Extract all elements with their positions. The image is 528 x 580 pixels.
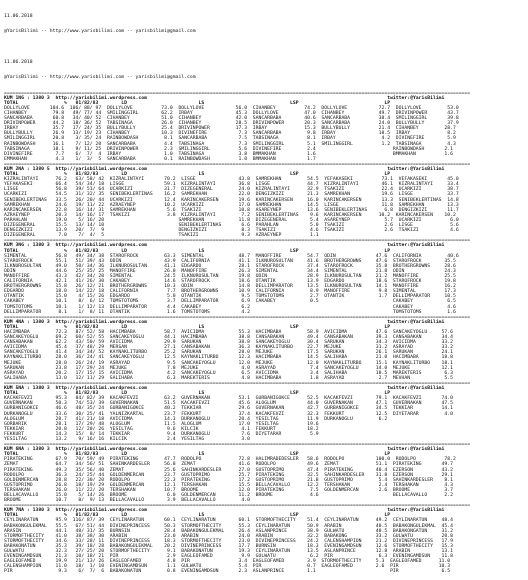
table-row: ARASIN 44.1 48/ 31/ 35 BURNSIN 28.4 BABAKONGULEKMAL 26.4 ASLANPRINCE 38.9 GULWATU 40.5 BABAKONGATUN 31.2 — [4, 528, 453, 534]
table-row: DOLLYLOVE 104.6 106/ 88/ 97 DOLLYLOVE 73.0 DOLLYLOVE 56.0 CIHANBEY 74.2 DOLLYLOVE 72.7 DOLLYLOVE 53.0 — [4, 105, 459, 111]
header-site-line-repeat: @YarisBilimi -- http://www.yarisbilimi.com -- yarisbilimi@gmail.com — [4, 75, 196, 81]
table-row: EDGARDO 18.0 14/ 22/ 18 CALIFORNIA 7.7 BROTHERGROWNS 10.9 CALIFORNIA 8.9 MANOFFIRE 9.8 SIMENTAL 17.3 — [4, 289, 456, 295]
separator-line: =================================================================================================================================================================== — [4, 161, 471, 167]
table-row: DIVINEFIRE 7.7 6/ 7/ 4 IRBAY 1.0 TABSINAGA 3.8 BMMAKHAN 1.6 BMMAKHAN 1.6 — [4, 151, 453, 157]
table-row: PIRATEKING 49.3 35/ 56/ 40 ZEMAT 25.6 SAHINKARDESLER 27.0 GUSTOPRIMO 47.4 PIRATEKING 40.4 EZERSON 43.2 — [4, 467, 453, 473]
table-row: OTANTIK 15.0 4/ 15/ 26 EDGARDO 5.0 OTANTIK 9.5 TOMSTOTOMS 2.7 OTANTIK 1.7 DELLIMPARATOR 10.5 — [4, 294, 456, 300]
table-row: AZRAEYNEP 20.3 14/ 16/ 17 TSAKIZI 3.8 KIZRALINTAYI 7.2 SENIBEKLERTINAS 9.6 KARINCAKERSEN 10.2 KARINCAKERSEN 10.2 — [4, 212, 456, 218]
table-row: RODOLPO 36.3 24/ 25/ 44 GOLDENMERCAN 23.7 GUSTOPRIMO 25.7 PIRATEKING 32.5 SAHINKARDESLER 31.8 EZERSON 29.1 — [4, 472, 453, 478]
table-row: UCARKIZI 54.5 31/ 32/ 35 SENIBEKLERTINAS 16.2 SAMREKHAN 22.0 DENGIZKIZI 21.3 SAMREKHAN 19.6 LISGE 33.7 — [4, 192, 459, 198]
table-header-line: TOTAL % 81/82/83 LD LS LSP LP — [4, 513, 391, 519]
table-row: DIZEGENERAL 7.0 7/ 4/ 5 TSAKIZI 9.3 AZRAEYNEP 1.1 — [4, 233, 319, 239]
table-row: TEKKIAR 20.8 12/ 20/ 26 YESILTAG 9.6 KILCIK 4.1 FEKKURT 18.2 — [4, 426, 319, 432]
table-row: GORBARIK 28.1 17/ 29/ 48 ALOGLUM 11.5 ALOGLUM 17.0 YESILTAG 19.6 — [4, 421, 319, 427]
table-row: IRBAY 35.7 17/ 24/ 35 BULLYBULLY 25.4 DRIVINPOWER 17.3 IRBAY 15.3 BULLYBULLY 21.4 CIHANBEY 28.7 — [4, 126, 456, 132]
table-row: PIR 9.3 6/ 7/ 6 BABAKONATUN 0.8 EVENINGAMDSUN 2.3 ASLANPRINCE 1.1 PIR 6.5 — [4, 569, 451, 575]
table-row: RAINBOWDASH 16.1 7/ 12/ 20 SANCARBABA 4.4 TABSINAGA 7.3 SMILINGGIRL 5.1 SMILINGGIRL 1.2 TABSINAGA 4.3 — [4, 141, 456, 147]
table-row: EVENINGAMDSUN 21.3 10/ 18/ 21 PIR 2.9 EAGLEOFAMED 9.9 GULWATU 6.2 PIR 6.3 EVENINGAMDSUN 11.8 — [4, 554, 453, 560]
table-row: DELLIMPARATOR 8.1 1/ 8/ 11 OTANTIK 1.6 TOMSTOTOMS 4.2 TOMSTOTOMS 1.6 — [4, 309, 456, 315]
table-row: SARUKAN 23.8 17/ 29/ 24 MEJUKE 7.8 MEJUKE 4.0 ASRAYAD 7.4 SANCAKEYOGLU 14.0 MEJUKE 12.1 — [4, 365, 453, 371]
table-row: GULWATU 32.3 27/ 25/ 20 STORMOFTHECITY 9.1 BABAKONATUN 19.3 CEYLINARATUN 13.5 ASLANPRINCE 12.8 ARABIN 13.1 — [4, 549, 453, 555]
table-row: ASRAYAD 20.2 17/ 15/ 15 AVICIDMA 4.2 SANCAKEYOGLU 6.5 AVICIDMA 3.4 SALIHABA 10.5 MAREKTERIS 6.3 — [4, 370, 453, 376]
race-title-line: KUM 6NA : 1380 3 http://yarisbilimi.wordpress.com twitter:@YarisBilimi — [4, 447, 445, 453]
table-row: DURKANOGLU 33.6 30/ 25/ 41 YALNIZKARTAL 23.7 FEKKURT 37.4 KACAKFEVZI 32.3 FEKKURT 12.5 DIYETARAR 4.0 — [4, 411, 453, 417]
table-row: STAROFROCK 55.1 51/ 39/ 43 ODIN 43.9 CALIFORNIA 41.1 ILKNUROSULTAN 41.6 BROTHERGROWNS 47.6 STAROFROCK 35.5 — [4, 258, 456, 264]
table-row: KACAKFEVZI 95.3 84/ 82/ 39 KACAKFEVZI 63.2 GUVERNAKAN 53.1 GURBANIGOKCE 52.5 KACAKFEVZI 79.1 KACAKFEVZI 74.0 — [4, 396, 453, 402]
table-row: TOMSTOTOMS 10.1 1/ 12/ 13 DELLIMPARATOR 4.4 CAKABEY 6.2 CAKABEY 4.6 — [4, 304, 456, 310]
header-site-line: @YarisBilimi -- http://www.yarisbilimi.com -- yarisbilimi@gmail.com — [4, 29, 196, 35]
table-row: ODIN 44.6 25/ 35/ 25 MANOFFIRE 26.0 MANOFFIRE 26.3 SIMENTAL 34.4 SIMENTAL 21.8 ODIN 24.3 — [4, 268, 456, 274]
table-row: SANCAKEYOGLU 41.4 34/ 34/ 52 KAYNAKLITURBO 25.2 SARUKAN 28.0 MEJUKE 17.5 SARUKAN 26.1 SARUKAN 24.1 — [4, 350, 453, 356]
table-row: BULLYBULLY 26.9 13/ 19/ 23 CIHANBEY 10.3 DIVINEFIRE 7.3 SANCARBABA 9.8 IRBAY 10.5 IRBAY 8.2 — [4, 131, 456, 137]
table-row: DRIVINPOWER 44.2 18/ 36/ 52 TABSINAGA 26.0 CIHANBEY 28.5 DRIVINPOWER 20.3 SANCARBABA 24.0 BULLYBULLY 37.9 — [4, 121, 459, 127]
table-row: SENIBEKLERTINAS 33.5 26/ 20/ 44 UCARKIZI 12.4 KARINCAKERSEN 19.6 KARINCAKERSEN 16.0 KARINCAKERSEN 13.3 SENIBEKLERTINAS 14.8 — [4, 197, 459, 203]
separator-line: =================================================================================================================================================================== — [4, 503, 471, 509]
table-row: AVICIDMA 45.4 37/ 48/ 29 MERSAN 27.1 CANSABAKAN 36.3 KAYNAKLITURBO 22.7 MEJUKE 31.2 ASRAYAD 33.2 — [4, 345, 453, 351]
table-row: STORMOFTHECITY 34.6 33/ 28/ 11 DIVINEPRINCESS 18.3 STORMOFTHECITY 23.0 DIVINEPRINCESS 24.2 CALENSHAMPION 21.2 DIVINEPRINCESS 17.9 — [4, 538, 453, 544]
table-row: PARAHLAN 19.0 5/ 16/ 20 SAMREKHAN 11.8 DIZEGENERAL 5.4 ASAREYNEP 5.7 UCARKIZI 6.0 — [4, 217, 459, 223]
table-row: YESILTAG 13.2 9/ 16/ 16 KILCIK 2.4 YESILTAG 3.0 — [4, 436, 250, 442]
table-row: CAKABEY 10.1 8/ 6/ 12 TOMSTOTOMS 3.7 DELLIMPARATOR 6.9 CAKABEY 0.5 CAKABEY 6.5 — [4, 299, 456, 305]
table-row: ILKNUROSULTAN 49.0 50/ 34/ 36 ILKNUROSULTAN 41.1 EDGARDO 28.1 STAROFROCK 37.4 STAROFROCK 35.8 BROTHERGROWNS 28.6 — [4, 263, 456, 269]
table-row: GOLDENMERCAN 28.8 22/ 30/ 20 RODOLPO 22.3 PIRATEKING 17.2 GUSTOPRIMO 21.8 GUSTOPRIMO 5.4 SAHINKARDESLER 8.1 — [4, 477, 453, 483]
table-row: MEJUKE 28.0 26/ 24/ 19 ASRAYAD 9.5 SANCAKEYOGLU 12.0 MEJUKE 12.0 KAYNAKLITURBO 15.1 KAYNAKLITURBO 18.1 — [4, 360, 453, 366]
race-title-line: KUM 2NA : 1380 5 http://yarisbilimi.wordpress.com twitter:@YarisBilimi — [4, 167, 445, 172]
table-row: YEFAKASEKI 66.4 54/ 34/ 18 LISGE 59.1 KIZRALINTAYI 36.8 LISGE 44.7 KIZRALINTAYI 46.1 KIZRALINTAYI 33.4 — [4, 182, 459, 188]
separator-line: =================================================================================================================================================================== — [4, 314, 471, 320]
table-header-line: TOTAL % 81/82/83 LD LS LSP LP — [4, 324, 391, 330]
table-row: CALENSHAMPION 11.0 18/ 1/ 10 EVENINGAMDSUN 1.1 GULWATU 5.4 PIR 0.7 EAGLEOFAMED 2.6 PIR 10.3 — [4, 564, 451, 570]
table-row: SALIHABA 13.0 12/ 11/ 29 SALIHABA 6.3 MAREKTERIS 4.8 HACIMBABA 1.8 ASRAYAD 2.7 MEVHAN 5.5 — [4, 375, 453, 381]
table-row: MANOFFIRE 43.3 42/ 34/ 20 SIMENTAL 24.5 ILKNUROSULTAN 19.8 ODIN 28.9 ILKNUROSULTAN 21.2 MANOFFIRE 25.5 — [4, 273, 456, 279]
table-row: KIZRALINTAYI 76.2 63/ 58/ 42 KIZRALINTAYI 70.2 LISGE 43.8 SAMREKHAN 54.5 YEFAKASEKI 73.1 VEFAKASEKI 45.0 — [4, 177, 459, 183]
table-row: BABAKONATUN 35.3 39/ 18/ 28 BABAKONGULEKMAL 20.2 DIVINEPRINCESS 17.7 BURNSIN 18.3 EVENINGAMDSUN 12.6 STORMOFTHECITY 15.3 — [4, 543, 453, 549]
table-row: BELLACAVALLO 15.0 5/ 14/ 26 BROOME 6.0 GOLDENMERCAN 11.2 BROOME 4.6 BELLACAVALLO 2.2 — [4, 493, 453, 498]
table-row: CEYLINARATUN 95.9 116/ 87/ 39 CEYLINARATUN 60.1 CEYLINARATUN 60.1 STORMOFTHECITY 51.4 CEYLINARATUN 49.2 CEYLINARATUN 48.4 — [4, 518, 453, 524]
race-title-line: KUM 7NA : 1380 3 http://yarisbilimi.wordpress.com twitter:@YarisBilimi — [4, 508, 445, 514]
table-row: EMMAKHAN 4.3 1/ 3/ 5 SANCARBABA 0.1 RAINBOWDASH 1.0 BMMAKHAN 1.7 — [4, 156, 316, 162]
spacer — [4, 45, 524, 50]
table-row: CANSABAKAN 62.2 43/ 50/ 59 AVICIDMA 29.9 SARUKAN 38.8 SANCAKEYOGLU 30.4 SARUKAN 34.3 AVICIDMA 33.2 — [4, 340, 453, 346]
header-date: 11.06.2018 — [4, 14, 33, 20]
table-row: DENGIZKIZI 13.9 20/ 7/ 9 DENGIZKIZI 8.3 TSAKIZI 4.6 TSAKIZI 2.6 TSAKIZI 4.6 — [4, 228, 459, 234]
race-title-line: KUM 4NA : 1380 3 http://yarisbilimi.wordpress.com twitter:@YarisBilimi — [4, 319, 445, 325]
table-header-line: TOTAL % 81/82/83 LD LS LSP LP — [4, 100, 391, 106]
table-row: TABSINAGA 18.1 9/ 11/ 25 DRIVINPOWER 2.3 SMILINGGIRL 5.6 DIVINEFIRE 2.4 RAINBOWDASH 2.1 — [4, 146, 453, 152]
table-row: BABAKONGULEKMAL 55.5 67/ 51/ 44 DIVINEPRINCESS 50.3 STORMOFTHECITY 55.3 CEYLINARATUN 50.9 ARABIN 40.5 BABAKONGULEKMAL 45.4 — [4, 523, 453, 529]
table-row: GURBANIGOKCE 46.6 48/ 35/ 24 GURBANIGOKCE 40.2 TEKKIAR 29.6 GUVERNAKAN 42.7 GURBANIGOKCE 34.5 TEKKIAR 14.1 — [4, 406, 453, 412]
race-tables — [4, 91, 524, 575]
table-row: CALIFORNIA 42.1 41/ 26/ 30 CAKABEY 14.6 STAROFROCK 18.6 OTANTIK 13.9 EDGARDO 18.6 STAROFROCK 19.8 — [4, 279, 456, 285]
table-row: SAMREKHAN 24.6 19/ 11/ 22 AZRAEYNEP 10.2 UCARKIZI 17.0 SAMREKHAN 14.5 LISGE 11.8 SAMREKHAN 13.3 — [4, 202, 459, 208]
table-row: STORMOFTHECITY 41.0 38/ 38/ 30 ARABIN 23.0 ARABIN 24.0 ARABIN 32.2 BABAKONG 33.2 GULWATU 20.8 — [4, 533, 453, 539]
table-row: FEKKURT 14.3 15/ 8/ 14 TEKKIAR 9.4 DURKANOGLU 7.6 DIYETARAR 5.9 — [4, 431, 319, 437]
header-date-repeat: 11.06.2018 — [4, 60, 33, 66]
table-row: GUVERNAKAN 50.3 74/ 53/ 39 GUVERNAKAN 51.5 KACAKFEVZI 45.6 ALOGLUM 44.0 GUVERNAKAN 47.1 GUVERNAKAN 47.5 — [4, 401, 453, 407]
table-row: SIMENTAL 56.8 49/ 34/ 38 STAROFROCK 63.3 SIMENTAL 48.7 MANOFFIRE 54.7 ODIN 47.6 CALIFORNIA 40.6 — [4, 253, 459, 259]
table-row: SANCARBABA 60.8 34/ 40/ 52 CIHANBEY 51.0 CIHANBEY 42.0 SANCARBABA 40.6 SANCARBABA 38.4 SMILINGGIRL 39.8 — [4, 116, 459, 122]
separator-line: =================================================================================================================================================================== — [4, 238, 471, 244]
table-row: DIZEGENERAL 15.5 13/ 14/ 10 SENIBEKLERTINAS 6.6 PARAHLAN 5.0 TSAKIZI 2.6 LISGE 5.6 — [4, 223, 459, 229]
table-row: SANCAKEYOGLU 69.2 60/ 52/ 55 SANCAKEYOGLU 44.1 HACIMBABA 38.8 CANSABAKAN 49.4 CANSABAKAN 39.3 CANSABAKAN 34.4 — [4, 335, 453, 341]
table-row: BROTHERGROWNS 15.8 26/ 12/ 21 BROTHERGROWNS 10.3 ODIN 14.8 DELLIMPARATOR 13.5 ILKNUROSULTAN 14.1 MANOFFIRE 16.2 — [4, 284, 456, 290]
table-row: HACIMBABA 72.3 87/ 52/ 58 HACIMBABA 58.7 AVICIDMA 55.3 HACIMBABA 58.9 AVICIDMA 47.6 SANCAKEYOGLU 57.6 — [4, 330, 453, 335]
separator-line: =================================================================================================================================================================== — [4, 380, 471, 386]
separator-line: =================================================================================================================================================================== — [4, 442, 471, 448]
separator-line: =================================================================================================================================================================== — [4, 90, 471, 96]
table-row: GUSTOPRIMO 26.8 18/ 19/ 29 GOLDENMERCAN 12.1 TERSHAKAN 15.5 BELLACAVALLO 12.2 TERSHAKAN 2.4 TERSHAKAN 4.3 — [4, 482, 453, 488]
table-header-line: TOTAL % 81/82/83 LD LS LSP LP — [4, 172, 391, 178]
table-row: KAYNAKLITURBO 28.0 36/ 24/ 41 SANCAKEYOGLU 12.5 KAYNAKLITURBO 12.3 HACIMBABA 14.5 SALIHABA 21.0 HACIMBABA 18.8 — [4, 355, 453, 361]
table-row: CIHANBEY 79.8 49/ 77/ 44 SMILINGGIRL 62.2 IRBAY 45.3 DOLLYLOVE 47.0 CIHANBEY 49.7 DRIVINPOWER 43.7 — [4, 110, 459, 116]
table-row: ALOGLUM 28.7 41/ 21/ 18 AVICIDMA 14.3 DURKANOGLU 20.4 YESILTAG 11.9 DURKANOGLU 6.2 — [4, 416, 388, 422]
table-row: EAGLEOFAMED 19.9 21/ 13/ 26 EAGLEOFAMED 4.8 PIR 3.4 EAGLEOFAMED 3.9 STORMOFTHECITY 5.3 EAGLEOFAMED 11.0 — [4, 559, 451, 565]
table-row: PIRATEKING 67.9 70/ 59/ 49 PIRATEKING 47.7 RODOLPO 72.8 HALIMRADEDESLER 58.6 RODOLPO 100.0 RODOLPO 78.2 — [4, 457, 456, 463]
table-header-line: TOTAL % 81/82/83 LD LS LSP LP — [4, 452, 391, 458]
table-row: LISGE 56.8 39/ 51/ 64 UCARKIZI 31.7 DIZEGENERAL 24.0 KIZRALINTAYI 32.9 TSAKIZI 22.4 UCARKIZI 38.7 — [4, 187, 459, 193]
table-row: ZEMAT 64.7 34/ 56/ 51 SAHINKARDESLER 56.8 ZEMAT 41.6 RODOLPO 49.6 ZEMAT 51.1 PIRATEKING 49.7 — [4, 462, 453, 468]
table-row: KARINCAKERSEN 22.8 16/ 14/ 31 SAMREKHAN 5.6 TSAKIZI 10.8 ASAREYNEP 13.6 SENIBEKLERTINAS 6.8 DENGIZKIZI 11.7 — [4, 207, 459, 213]
table-header-line: TOTAL % 81/82/83 LD LS LSP LP — [4, 248, 391, 254]
document-page — [4, 4, 524, 575]
race-title-line: KUM 1NG : 1380 3 http://yarisbilimi.wordpress.com twitter:@YarisBilimi — [4, 95, 445, 101]
table-row: TERSHAKAN 26.0 11/ 22/ 20 TERSHAKAN 10.7 BROOME 12.0 PIRATEKING 7.5 GOLDENMERCAN 2.6 BROOME 3.7 — [4, 487, 453, 493]
table-row: BROOME 10.7 8/ 9/ 13 BELLACAVALLO 3.9 BELLACAVALLO 4.0 — [4, 498, 250, 504]
race-title-line: KUM 5NA : 1380 3 http://yarisbilimi.wordpress.com twitter:@YarisBilimi — [4, 386, 445, 392]
race-title-line: KUM 3NG : 1380 3 http://yarisbilimi.wordpress.com twitter:@YarisBilimi — [4, 243, 445, 249]
table-header-line: TOTAL % 81/82/83 LD LS LSP LP — [4, 391, 391, 397]
table-row: SMILINGGIRL 20.8 3/ 35/ 24 RAINBOWDASH 8.1 SANCARBABA 7.5 TABSINAGA 8.1 IRBAY 4.2 DIVINEFIRE 5.9 — [4, 136, 456, 142]
